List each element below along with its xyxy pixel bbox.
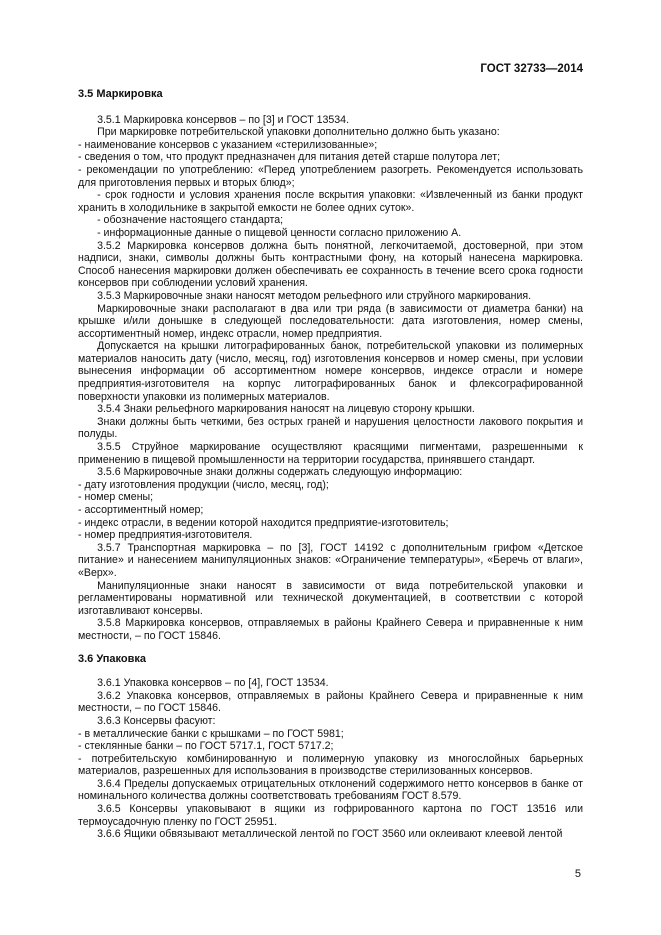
section-title-packaging: 3.6 Упаковка: [78, 652, 146, 665]
paragraph: 3.6.5 Консервы упаковывают в ящики из гофрированного картона по ГОСТ 13516 или термоусадочную пленку по ГОСТ 25951.: [78, 803, 583, 828]
list-item: - номер предприятия-изготовителя.: [78, 529, 253, 542]
paragraph: 3.5.5 Струйное маркирование осуществляют красящими пигментами, разрешенными к применению в пищевой промышленности на территории государства, принявшего стандарт.: [78, 441, 583, 466]
paragraph: 3.5.4 Знаки рельефного маркирования наносят на лицевую сторону крышки.: [97, 403, 475, 416]
paragraph: 3.5.8 Маркировка консервов, отправляемых в районы Крайнего Севера и приравненные к ним местности, – по ГОСТ 15846.: [78, 617, 583, 642]
paragraph: 3.5.3 Маркировочные знаки наносят методом рельефного или струйного маркирования.: [97, 289, 532, 302]
paragraph: 3.6.4 Пределы допускаемых отрицательных отклонений содержимого нетто консервов в банке от номинального количества должны соответствовать требованиям ГОСТ 8.579.: [78, 777, 583, 803]
paragraph: 3.5.1 Маркировка консервов – по [3] и ГОСТ 13534.: [97, 113, 350, 126]
paragraph: 3.5.7 Транспортная маркировка – по [3], ГОСТ 14192 с дополнительным грифом «Детское питание» и нанесением манипуляционных знаков: «Ограничение температуры», «Беречь от влаги», «Верх».: [78, 541, 583, 579]
paragraph: 3.6.3 Консервы фасуют:: [97, 714, 216, 727]
section-packaging-body: [78, 677, 583, 841]
paragraph: - информационные данные о пищевой ценности согласно приложению А.: [97, 226, 462, 239]
section-marking-body: [78, 114, 583, 643]
paragraph: Знаки должны быть четкими, без острых граней и нарушения целостности лакового покрытия и полуды.: [78, 415, 583, 441]
list-item: - в металлические банки с крышками – по ГОСТ 5981;: [78, 727, 344, 740]
document-body: [78, 88, 583, 841]
paragraph: Допускается на крышки литографированных банок, потребительской упаковки из полимерных материалов наносить дату (число, месяц, год) изготовления консервов и номер смены, при условии вынесения информации об ассортиментном номере консервов, индексе отрасли и номере предприятия-изготовителя на корпус литографированных банок и флексографированной поверхности упаковки из полимерных материалов.: [78, 340, 583, 403]
paragraph: - срок годности и условия хранения после вскрытия упаковки: «Извлеченный из банки продукт хранить в холодильнике в закрытой емкости не более одних суток».: [78, 189, 583, 214]
paragraph: 3.6.1 Упаковка консервов – по [4], ГОСТ 13534.: [97, 677, 329, 690]
list-item: - сведения о том, что продукт предназначен для питания детей старше полутора лет;: [78, 151, 501, 164]
paragraph: 3.5.6 Маркировочные знаки должны содержать следующую информацию:: [97, 466, 463, 479]
list-item: - стеклянные банки – по ГОСТ 5717.1, ГОСТ 5717.2;: [78, 740, 334, 753]
list-item: - ассортиментный номер;: [78, 504, 204, 516]
list-item: - дату изготовления продукции (число, месяц, год);: [78, 478, 329, 491]
paragraph: 3.6.6 Ящики обвязывают металлической лентой по ГОСТ 3560 или оклеивают клеевой лентой: [97, 828, 563, 841]
document-code-header: ГОСТ 32733—2014: [480, 63, 583, 75]
paragraph: При маркировке потребительской упаковки дополнительно должно быть указано:: [97, 126, 500, 139]
paragraph: Маркировочные знаки располагают в два или три ряда (в зависимости от диаметра банки) на крышке и/или донышке в следующей последовательности: дата изготовления, номер смены, ассортиментный номер, индекс отрасли, номер предприятия.: [78, 302, 583, 340]
paragraph: 3.5.2 Маркировка консервов должна быть понятной, легкочитаемой, достоверной, при этом надписи, знаки, символы должны быть контрастными фону, на который нанесена маркировка. Способ нанесения маркировки должен обеспечивать ее сохранность в течение всего срока годности консервов при соблюдении условий хранения.: [78, 239, 583, 290]
list-item: - индекс отрасли, в ведении которой находится предприятие-изготовитель;: [78, 516, 449, 529]
paragraph: - обозначение настоящего стандарта;: [97, 214, 284, 227]
list-item: - рекомендации по употреблению: «Перед употреблением разогреть. Рекомендуется использовать для приготовления первых и вторых блюд»;: [78, 163, 583, 189]
paragraph: 3.6.2 Упаковка консервов, отправляемых в районы Крайнего Севера и приравненные к ним местности, – по ГОСТ 15846.: [78, 689, 583, 715]
list-item: - номер смены;: [78, 491, 154, 504]
list-item: - наименование консервов с указанием «стерилизованные»;: [78, 138, 378, 151]
list-item: - потребительскую комбинированную и полимерную упаковку из многослойных барьерных материалов, разрешенных для использования в производстве стерилизованных консервов.: [78, 752, 583, 778]
section-title-marking: 3.5 Маркировка: [78, 88, 163, 100]
page-number: 5: [574, 868, 581, 880]
paragraph: Манипуляционные знаки наносят в зависимости от вида потребительской упаковки и регламентированы нормативной или технической документацией, в соответствии с которой изготавливают консервы.: [78, 579, 583, 617]
